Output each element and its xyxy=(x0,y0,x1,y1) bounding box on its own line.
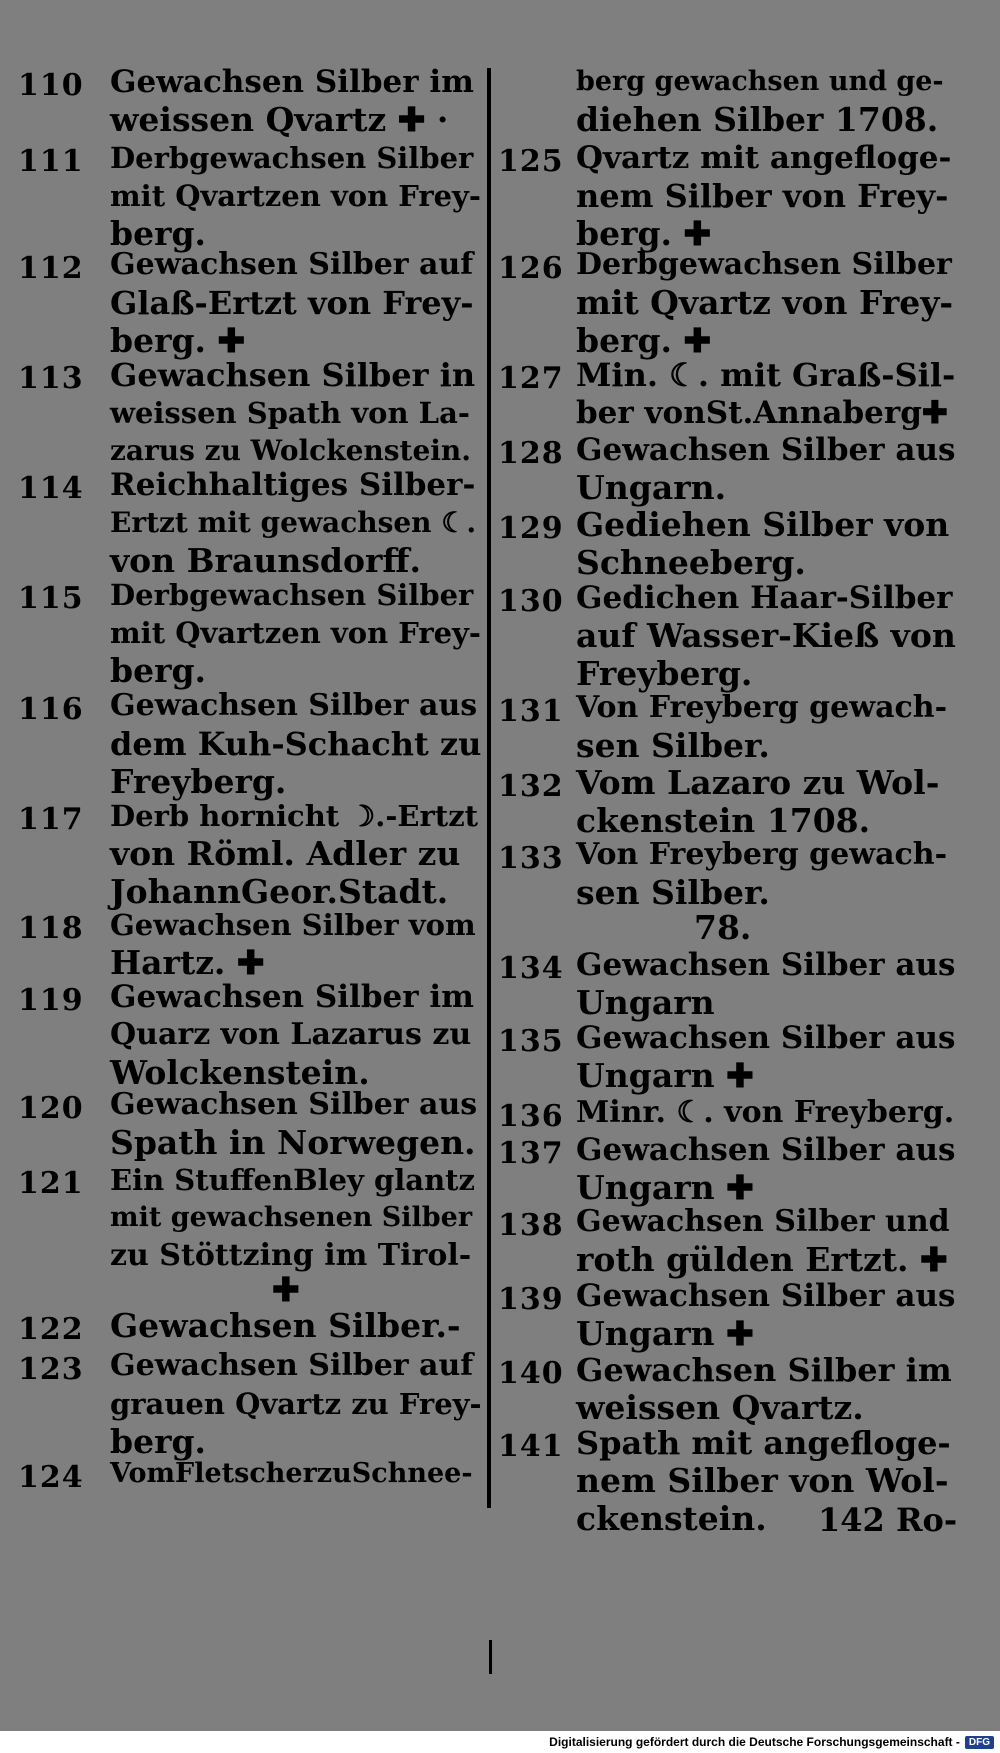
entry-line: Gewachsen Silber aus xyxy=(576,1020,956,1056)
entry-line: berg. ✚ xyxy=(110,321,246,360)
entry-line: zarus zu Wolckenstein. xyxy=(110,434,472,467)
entry-line: roth gülden Ertzt. ✚ xyxy=(576,1240,948,1279)
entry-line: sen Silber. xyxy=(576,726,770,765)
entry-number: 113 xyxy=(18,361,84,396)
entry-number: 124 xyxy=(18,1460,84,1495)
entry-line: Gewachsen Silber vom xyxy=(110,908,476,942)
entry-number: 125 xyxy=(498,144,564,179)
entry-line: Schneeberg. xyxy=(576,543,806,582)
column-divider xyxy=(489,1640,492,1674)
entry-line: Spath mit angefloge- xyxy=(576,1424,951,1462)
catchword: 142 Ro- xyxy=(818,1501,958,1539)
entry-number: 119 xyxy=(18,983,84,1018)
entry-line: JohannGeor.Stadt. xyxy=(110,872,449,911)
entry-line: Ungarn. xyxy=(576,468,727,507)
entry-line: nem Silber von Wol- xyxy=(576,1461,949,1500)
entry-number: 139 xyxy=(498,1282,564,1317)
entry-line: Hartz. ✚ xyxy=(110,943,265,982)
entry-line: Qvartz mit angefloge- xyxy=(576,140,952,176)
entry-number: 127 xyxy=(498,361,564,396)
entry-line: Ein StuffenBley glantz xyxy=(110,1163,476,1197)
entry-number: 123 xyxy=(18,1352,84,1387)
entry-line: weissen Qvartz ✚ · xyxy=(110,100,449,139)
entry-number: 137 xyxy=(498,1136,564,1171)
entry-number: 132 xyxy=(498,769,564,804)
entry-number: 121 xyxy=(18,1166,84,1201)
entry-line: auf Wasser-Kieß von xyxy=(576,616,956,655)
entry-line: grauen Qvartz zu Frey- xyxy=(110,1387,482,1421)
entry-line: weissen Spath von La- xyxy=(110,396,470,430)
entry-line: Gedichen Haar-Silber xyxy=(576,580,953,616)
entry-line: Gewachsen Silber und xyxy=(576,1204,950,1239)
entry-line: diehen Silber 1708. xyxy=(576,100,939,139)
entry-line: von Röml. Adler zu xyxy=(110,834,461,873)
entry-line: Gewachsen Silber aus xyxy=(110,1087,478,1122)
digitization-footer xyxy=(0,1731,1000,1753)
entry-line: ckenstein. xyxy=(576,1499,767,1538)
entry-number: 126 xyxy=(498,251,564,286)
entry-line: von Braunsdorff. xyxy=(110,541,421,580)
entry-line: Freyberg. xyxy=(110,762,287,801)
entry-number: 138 xyxy=(498,1208,564,1243)
entry-number: 112 xyxy=(18,251,84,286)
entry-line: Gewachsen Silber auf xyxy=(110,247,474,282)
cross-mark: ✚ xyxy=(272,1270,300,1309)
entry-line: weissen Qvartz. xyxy=(576,1388,864,1427)
entry-line: ckenstein 1708. xyxy=(576,801,871,840)
entry-number: 115 xyxy=(18,581,84,616)
entry-line: berg gewachsen und ge- xyxy=(576,66,944,97)
entry-number: 110 xyxy=(18,68,84,103)
entry-line: berg. xyxy=(110,651,207,690)
entry-line: Von Freyberg gewach- xyxy=(576,837,948,872)
entry-line: berg. xyxy=(110,1422,207,1461)
entry-line: Von Freyberg gewach- xyxy=(576,690,948,725)
entry-line: Gewachsen Silber im xyxy=(110,979,474,1015)
entry-line: Gewachsen Silber aus xyxy=(576,947,956,983)
entry-line: dem Kuh-Schacht zu xyxy=(110,725,482,763)
entry-line: Gewachsen Silber auf xyxy=(110,1348,474,1383)
entry-number: 133 xyxy=(498,841,564,876)
entry-line: Gewachsen Silber in xyxy=(110,356,476,394)
entry-number: 130 xyxy=(498,584,564,619)
entry-line: Derbgewachsen Silber xyxy=(110,141,474,175)
entry-line: ber vonSt.Annaberg✚ xyxy=(576,395,948,431)
entry-line: zu Stöttzing im Tirol- xyxy=(110,1238,472,1273)
entry-line: Freyberg. xyxy=(576,654,753,693)
entry-line: Gewachsen Silber aus xyxy=(576,1278,956,1314)
entry-line: Gewachsen Silber aus xyxy=(576,1132,956,1168)
entry-line: Wolckenstein. xyxy=(110,1053,370,1092)
entry-number: 118 xyxy=(18,911,84,946)
entry-line: mit Qvartzen von Frey- xyxy=(110,616,481,650)
entry-number: 134 xyxy=(498,951,564,986)
entry-line: Gediehen Silber von xyxy=(576,505,950,544)
entry-number: 128 xyxy=(498,436,564,471)
entry-line: Min. ☾. mit Graß-Sil- xyxy=(576,356,956,394)
entry-line: Ungarn ✚ xyxy=(576,1056,754,1095)
entry-line: Ungarn xyxy=(576,983,715,1022)
entry-number: 122 xyxy=(18,1312,84,1347)
entry-line: mit gewachsenen Silber xyxy=(110,1202,473,1233)
entry-line: Ungarn ✚ xyxy=(576,1314,754,1353)
entry-line: mit Qvartz von Frey- xyxy=(576,283,954,322)
entry-line: berg. xyxy=(110,214,207,253)
entry-line: Ungarn ✚ xyxy=(576,1168,754,1207)
entry-line: Minr. ☾. von Freyberg. xyxy=(576,1095,955,1130)
entry-number: 131 xyxy=(498,694,564,729)
entry-line: Derb hornicht ☽.-Ertzt xyxy=(110,799,479,833)
entry-line: VomFletscherzuSchnee- xyxy=(110,1458,473,1489)
entry-line: Glaß-Ertzt von Frey- xyxy=(110,284,474,322)
entry-line: Derbgewachsen Silber xyxy=(110,578,474,612)
entry-number: 141 xyxy=(498,1429,564,1464)
entry-line: mit Qvartzen von Frey- xyxy=(110,179,481,213)
entry-line: Gewachsen Silber aus xyxy=(110,688,478,723)
entry-number: 136 xyxy=(498,1099,564,1134)
entry-line: Reichhaltiges Silber- xyxy=(110,467,476,503)
column-divider xyxy=(487,68,491,1508)
entry-line: Derbgewachsen Silber xyxy=(576,247,952,282)
entry-number: 129 xyxy=(498,511,564,546)
entry-number: 140 xyxy=(498,1356,564,1391)
entry-number: 135 xyxy=(498,1024,564,1059)
entry-line: berg. ✚ xyxy=(576,321,712,360)
entry-number: 111 xyxy=(18,144,84,179)
entry-line: Spath in Norwegen. xyxy=(110,1123,476,1162)
footer-text: Digitalisierung gefördert durch die Deutsche Forschungsgemeinschaft - xyxy=(549,1735,960,1749)
dfg-logo: DFG xyxy=(965,1736,994,1749)
entry-line: Ertzt mit gewachsen ☾. xyxy=(110,506,477,539)
entry-line: Gewachsen Silber.- xyxy=(110,1306,461,1345)
entry-line: sen Silber. xyxy=(576,873,770,912)
entry-line: Gewachsen Silber im xyxy=(576,1351,952,1389)
page-number-text: 78. xyxy=(694,908,752,947)
entry-line: Gewachsen Silber aus xyxy=(576,432,956,468)
entry-line: Quarz von Lazarus zu xyxy=(110,1017,472,1052)
entry-number: 120 xyxy=(18,1091,84,1126)
entry-line: Vom Lazaro zu Wol- xyxy=(576,763,940,802)
entry-number: 117 xyxy=(18,802,84,837)
entry-number: 116 xyxy=(18,692,84,727)
entry-line: Gewachsen Silber im xyxy=(110,64,474,100)
entry-number: 114 xyxy=(18,471,84,506)
entry-line: berg. ✚ xyxy=(576,214,712,253)
entry-line: nem Silber von Frey- xyxy=(576,177,949,215)
